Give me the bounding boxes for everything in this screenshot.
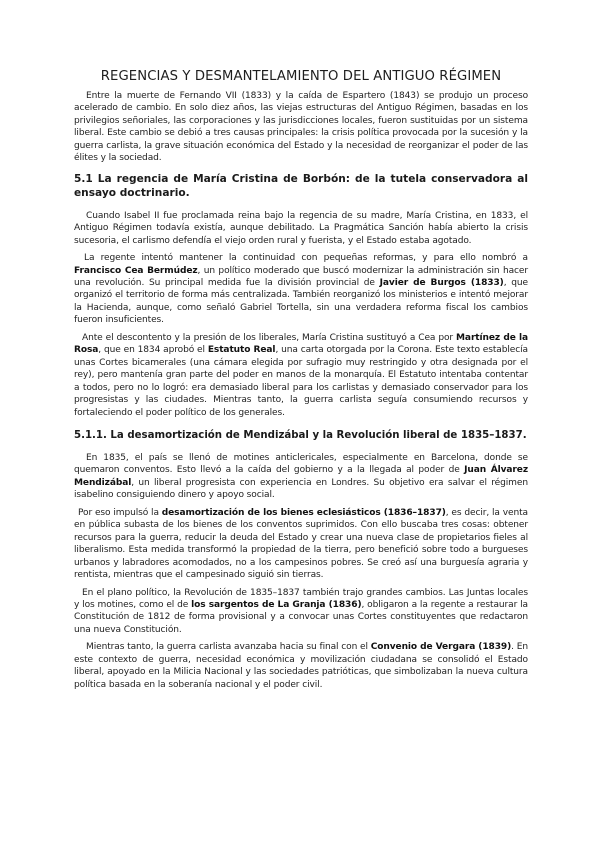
- intro-paragraph: Entre la muerte de Fernando VII (1833) y la caída de Espartero (1843) se produjo un proceso acelerado de cambio. En solo diez años, las viejas estructuras del Antiguo Régimen, basadas en los privilegios señoriales, las corporaciones y las jurisdicciones locales, fueron sustituidas por un sistema liberal. Este cambio se debió a tres causas principales: la crisis política provocada por la sucesión y la guerra carlista, la grave situación económica del Estado y la necesidad de reorganizar el poder de las élites y la sociedad.: [74, 91, 528, 164]
- text-run: , que en 1834 aprobó el: [98, 345, 208, 356]
- paragraph-motines-1835: [74, 452, 528, 502]
- bold-convenio-vergara: Convenio de Vergara (1839): [370, 642, 512, 653]
- text-run: . En este contexto de guerra, necesidad económica y movilización ciudadana se consolidó el Estado liberal, apoyado en la Milicia Nacional y las sociedades patrióticas, que simbolizaban la nueva cultura política basada en la soberanía nacional y el poder civil.: [74, 642, 529, 690]
- paragraph-desamortizacion: [74, 507, 528, 582]
- bold-desamortizacion: desamortización de los bienes eclesiásticos (1836–1837): [161, 507, 446, 518]
- section-heading-5-1-1: 5.1.1. La desamortización de Mendizábal y la Revolución liberal de 1835–1837.: [74, 429, 527, 441]
- text-run: Por eso impulsó la: [78, 507, 162, 518]
- text-run: , es decir, la venta en pública subasta de los bienes de los conventos suprimidos. Con ello buscaba tres cosas: obtener recursos para la guerra, reducir la deuda del Estado y crear una nueva clase de propietarios fieles al liberalismo. Esta medida transformó la propiedad de la tierra, pero benefició sobre todo a burgueses urbanos y labradores acomodados, no a los campesinos pobres. Se creó así una burguesía agraria y rentista, mientras que el campesinado siguió sin tierras.: [74, 507, 528, 581]
- text-run: , un liberal progresista con experiencia en Londres. Su objetivo era salvar el régimen isabelino consiguiendo dinero y apoyo social.: [74, 477, 528, 501]
- document-page: [74, 68, 528, 696]
- section-heading-5-1: 5.1 La regencia de María Cristina de Borbón: de la tutela conservadora al ensayo doctrinario.: [74, 172, 528, 200]
- paragraph-revolucion-1835-1837: [74, 587, 528, 637]
- paragraph-convenio-vergara: [74, 641, 528, 691]
- document-title: REGENCIAS Y DESMANTELAMIENTO DEL ANTIGUO RÉGIMEN: [100, 69, 502, 84]
- text-run: Mientras tanto, la guerra carlista avanzaba hacia su final con el: [86, 642, 371, 653]
- text-run: En 1835, el país se llenó de motines anticlericales, especialmente en Barcelona, donde se quemaron conventos. Esto llevó a la caída del gobierno y a la llegada al poder de: [74, 452, 528, 476]
- paragraph-isabel-regency: Cuando Isabel II fue proclamada reina bajo la regencia de su madre, María Cristina, en 1833, el Antiguo Régimen todavía existía, aunque debilitado. La Pragmática Sanción había abierto la crisis sucesoria, el carlismo defendía el viejo orden rural y fuerista, y el Estado estaba agotado.: [74, 210, 528, 246]
- bold-javier-de-burgos: Javier de Burgos (1833): [379, 277, 504, 288]
- text-run: , una carta otorgada por la Corona. Este texto establecía unas Cortes bicamerales (una cámara elegida por sufragio muy restringido y otra designada por el rey), pero mantenía gran parte del poder en manos de la monarquía. El Estatuto intentaba contentar a todos, pero no lo logró: era demasiado liberal para los carlistas y demasiado conservador para los progresistas y las ciudades. Mientras tanto, la guerra carlista seguía consumiendo recursos y fortaleciendo el poder político de los generales.: [74, 345, 529, 418]
- bold-sargentos-la-granja: los sargentos de La Granja (1836): [191, 599, 362, 610]
- text-run: La regente intentó mantener la continuidad con pequeñas reformas, y para ello nombró a: [84, 253, 528, 264]
- text-run: , obligaron a la regente a restaurar la Constitución de 1812 de forma provisional y a convocar unas Cortes constituyentes que redactaron una nueva Constitución.: [74, 599, 528, 635]
- bold-alvarez-mendizabal: Juan Álvarez Mendizábal: [74, 465, 528, 488]
- bold-martinez-de-la-rosa: Martínez de la Rosa: [74, 332, 528, 356]
- text-run: En el plano político, la Revolución de 1835–1837 también trajo grandes cambios. Las Juntas locales y los motines, como el de: [74, 587, 528, 610]
- text-run: , que organizó el territorio de forma más centralizada. También reorganizó los ministerios e intentó mejorar la Hacienda, aunque, como señaló Gabriel Tortella, sin una verdadera reforma fiscal los cambios fueron insuficientes.: [74, 277, 528, 326]
- bold-name-cea-bermudez: Francisco Cea Bermúdez: [74, 265, 198, 276]
- paragraph-estatuto-real: [74, 332, 528, 419]
- paragraph-cea-bermudez: [74, 252, 528, 327]
- text-run: Ante el descontento y la presión de los liberales, María Cristina sustituyó a Cea por: [82, 332, 457, 343]
- bold-estatuto-real: Estatuto Real: [207, 345, 276, 356]
- text-run: , un político moderado que buscó modernizar la administración sin hacer una revolución. Su principal medida fue la división provincial de: [74, 265, 528, 288]
